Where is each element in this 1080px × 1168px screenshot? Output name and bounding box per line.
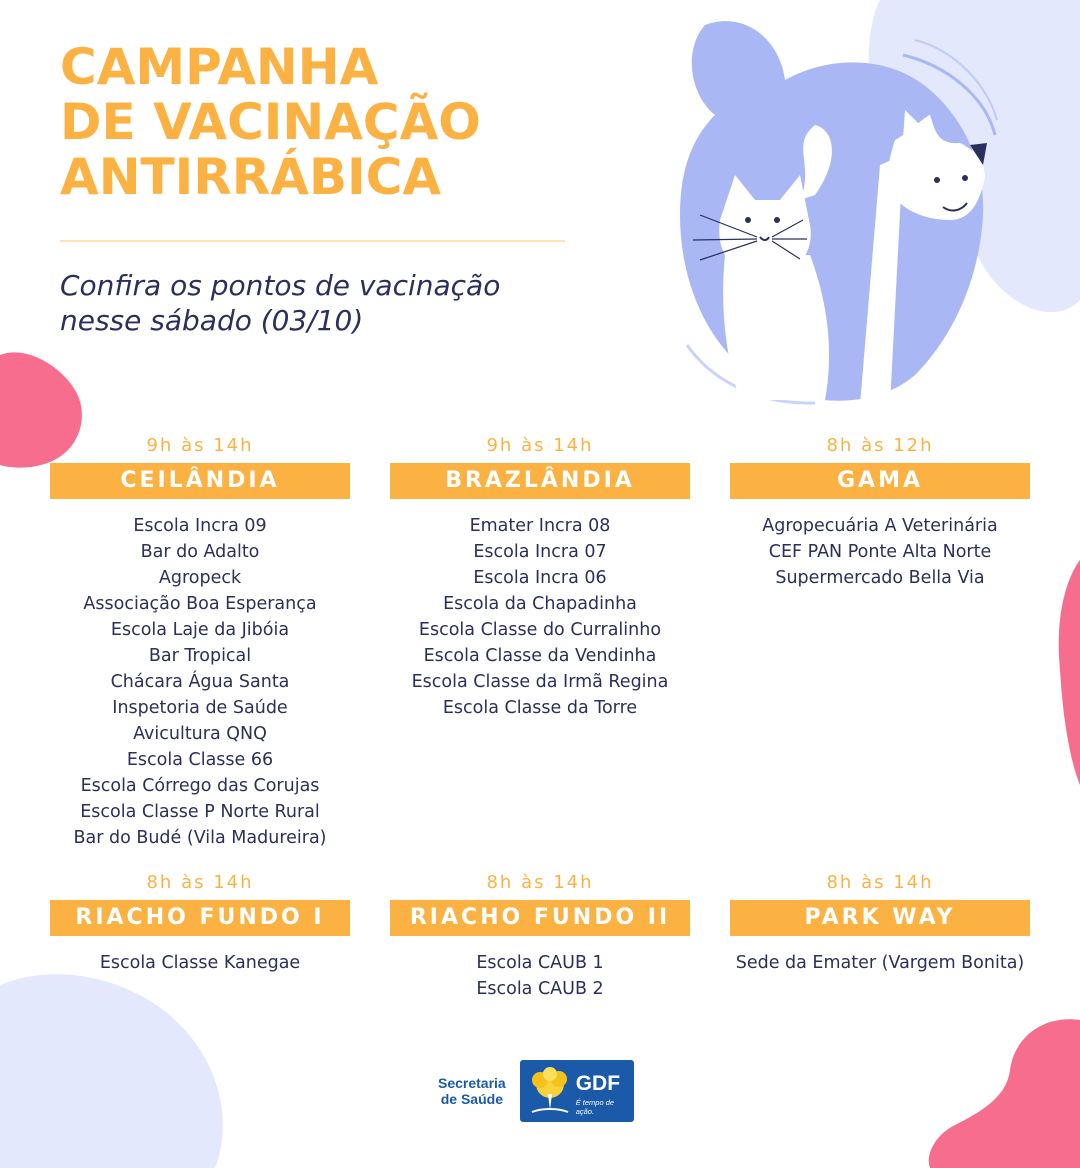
vaccination-points-list: [390, 950, 690, 1002]
list-item: Associação Boa Esperança: [83, 594, 317, 614]
list-item: Escola CAUB 1: [476, 953, 604, 973]
list-item: Escola Incra 06: [473, 568, 607, 588]
list-item: Bar Tropical: [148, 646, 252, 666]
title-divider: [60, 240, 565, 242]
list-item: Escola Incra 09: [133, 516, 267, 536]
location-name-band: GAMA: [730, 463, 1030, 499]
title-line-3: ANTIRRÁBICA: [60, 148, 442, 206]
vaccination-points-list: [730, 950, 1030, 976]
location-name-band: CEILÂNDIA: [50, 463, 350, 499]
location-time: 8h às 14h: [826, 872, 934, 893]
location-riacho-fundo-i: [50, 870, 350, 976]
list-item: Chácara Água Santa: [110, 672, 290, 692]
list-item: Escola Classe Kanegae: [99, 953, 301, 973]
list-item: Supermercado Bella Via: [775, 568, 985, 588]
gdf-tagline: É tempo de ação.: [575, 1098, 615, 1116]
list-item: Escola da Chapadinha: [443, 594, 637, 614]
list-item: Escola Classe do Curralinho: [418, 620, 662, 640]
vaccination-points-list: [390, 513, 690, 721]
title-line-1: CAMPANHA: [60, 38, 379, 96]
secretaria-de-saude-logo: [438, 1075, 506, 1107]
campaign-subtitle: [60, 268, 500, 338]
location-time: 9h às 14h: [486, 435, 594, 456]
ipe-tree-icon: [526, 1066, 574, 1116]
list-item: Bar do Adalto: [140, 542, 260, 562]
list-item: Emater Incra 08: [469, 516, 611, 536]
list-item: Escola Classe da Irmã Regina: [411, 672, 669, 692]
list-item: Sede da Emater (Vargem Bonita): [735, 953, 1025, 973]
location-time: 8h às 12h: [826, 435, 934, 456]
list-item: Escola Classe 66: [126, 750, 274, 770]
location-park-way: [730, 870, 1030, 976]
list-item: Escola Classe P Norte Rural: [80, 802, 320, 822]
subtitle-line-2: nesse sábado (03/10): [60, 304, 364, 337]
subtitle-line-1: Confira os pontos de vacinação: [60, 269, 501, 302]
list-item: Inspetoria de Saúde: [112, 698, 288, 718]
location-ceilandia: [50, 433, 350, 851]
list-item: Agropeck: [158, 568, 242, 588]
location-name-band: PARK WAY: [730, 900, 1030, 936]
bottom-left-blob: [0, 970, 230, 1168]
vaccination-points-list: [50, 950, 350, 976]
location-name-band: RIACHO FUNDO I: [50, 900, 350, 936]
campaign-title: [60, 40, 481, 205]
title-line-2: DE VACINAÇÃO: [60, 93, 481, 151]
list-item: Bar do Budé (Vila Madureira): [73, 828, 327, 848]
location-gama: [730, 433, 1030, 591]
list-item: CEF PAN Ponte Alta Norte: [768, 542, 992, 562]
gdf-logo: [520, 1060, 634, 1122]
secretaria-line-2: de Saúde: [440, 1091, 503, 1107]
location-time: 8h às 14h: [146, 872, 254, 893]
list-item: Escola Laje da Jibóia: [110, 620, 290, 640]
footer-logos: [438, 1060, 634, 1122]
list-item: Escola Classe da Vendinha: [423, 646, 657, 666]
list-item: Escola CAUB 2: [476, 979, 604, 999]
location-name-band: BRAZLÂNDIA: [390, 463, 690, 499]
list-item: Escola Córrego das Corujas: [80, 776, 320, 796]
list-item: Avicultura QNQ: [133, 724, 267, 744]
location-riacho-fundo-ii: [390, 870, 690, 1002]
right-pink-blob: [1055, 560, 1080, 790]
gdf-name: GDF: [575, 1072, 621, 1095]
location-time: 9h às 14h: [146, 435, 254, 456]
location-name-band: RIACHO FUNDO II: [390, 900, 690, 936]
list-item: Agropecuária A Veterinária: [762, 516, 998, 536]
cat-dog-illustration: [665, 15, 1005, 410]
vaccination-points-list: [730, 513, 1030, 591]
location-time: 8h às 14h: [486, 872, 594, 893]
list-item: Escola Classe da Torre: [442, 698, 638, 718]
vaccination-points-list: [50, 513, 350, 851]
secretaria-line-1: Secretaria: [438, 1075, 506, 1091]
location-brazlandia: [390, 433, 690, 721]
list-item: Escola Incra 07: [473, 542, 607, 562]
bottom-right-pink-blob: [925, 1015, 1080, 1168]
